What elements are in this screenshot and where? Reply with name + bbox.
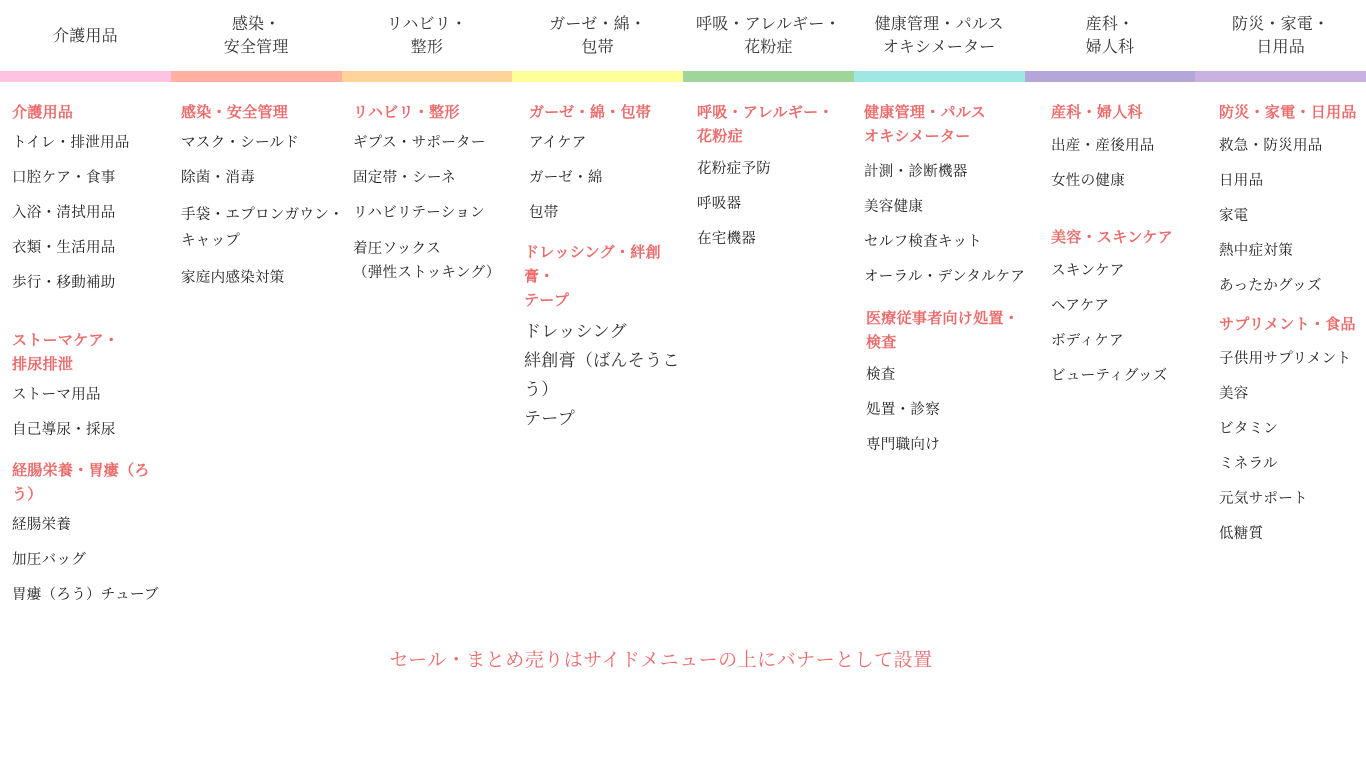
menu-item[interactable]: 除菌・消毒: [181, 170, 255, 186]
menu-group: [181, 100, 346, 289]
tab-disaster[interactable]: [1195, 0, 1366, 84]
menu-group-heading[interactable]: ガーゼ・綿・包帯: [529, 103, 652, 121]
tab-color-bar: [683, 71, 854, 82]
menu-group: [353, 100, 518, 285]
menu-group: [697, 100, 857, 250]
menu-item[interactable]: 呼吸器: [697, 196, 742, 212]
menu-item[interactable]: 経腸栄養: [12, 517, 72, 533]
menu-item[interactable]: 絆創膏（ばんそうこう）: [524, 351, 680, 400]
menu-item[interactable]: 固定帯・シーネ: [353, 170, 456, 186]
menu-item[interactable]: マスク・シールド: [181, 135, 300, 151]
menu-item[interactable]: 女性の健康: [1051, 173, 1125, 189]
menu-item[interactable]: ガーゼ・綿: [529, 170, 603, 186]
tab-care[interactable]: [0, 0, 171, 84]
menu-item[interactable]: リハビリテーション: [353, 205, 485, 221]
menu-item[interactable]: 検査: [866, 367, 896, 383]
menu-item[interactable]: 在宅機器: [697, 231, 757, 247]
menu-item[interactable]: 着圧ソックス （弾性ストッキング）: [353, 241, 501, 281]
menu-item[interactable]: 子供用サプリメント: [1219, 351, 1352, 367]
menu-item[interactable]: 包帯: [529, 205, 559, 221]
menu-item[interactable]: ボディケア: [1051, 333, 1124, 349]
menu-group: [1219, 312, 1365, 545]
tab-label: 介護用品: [52, 25, 118, 45]
menu-column-care: [12, 100, 170, 619]
menu-group-heading[interactable]: 産科・婦人科: [1051, 103, 1143, 121]
tab-health[interactable]: [854, 0, 1025, 84]
menu-group-heading[interactable]: 経腸栄養・胃瘻（ろう）: [12, 461, 150, 503]
menu-item[interactable]: ミネラル: [1219, 456, 1278, 472]
menu-item[interactable]: 元気サポート: [1219, 491, 1308, 507]
menu-item[interactable]: あったかグッズ: [1219, 278, 1322, 294]
menu-item[interactable]: ストーマ用品: [12, 387, 101, 403]
menu-group: [12, 328, 170, 441]
tab-color-bar: [1025, 71, 1196, 82]
menu-item[interactable]: 手袋・エプロンガウン・ キャップ: [181, 207, 344, 249]
menu-group: [1051, 225, 1201, 387]
menu-item[interactable]: 救急・防災用品: [1219, 138, 1323, 154]
tab-label: 健康管理・パルス オキシメーター: [874, 14, 1004, 56]
tab-color-bar: [1195, 71, 1366, 82]
menu-group-heading[interactable]: 感染・安全管理: [181, 103, 289, 121]
menu-item[interactable]: 胃瘻（ろう）チューブ: [12, 587, 159, 603]
menu-group-heading[interactable]: ドレッシング・絆創膏・ テープ: [524, 243, 661, 309]
menu-group-heading[interactable]: 医療従事者向け処置・ 検査: [866, 309, 1020, 351]
tab-respiratory[interactable]: [683, 0, 854, 84]
menu-column-health: [864, 100, 1044, 469]
menu-item[interactable]: アイケア: [529, 135, 587, 151]
menu-column-respiratory: [697, 100, 857, 263]
menu-item[interactable]: 花粉症予防: [697, 161, 771, 177]
tab-color-bar: [171, 71, 342, 82]
menu-item[interactable]: 家庭内感染対策: [181, 270, 285, 286]
menu-item[interactable]: 衣類・生活用品: [12, 240, 116, 256]
menu-group-heading[interactable]: 防災・家電・日用品: [1219, 103, 1357, 121]
menu-item[interactable]: 入浴・清拭用品: [12, 205, 116, 221]
menu-group-heading[interactable]: サプリメント・食品: [1219, 315, 1356, 333]
menu-item[interactable]: スキンケア: [1051, 263, 1125, 279]
tab-label: 産科・ 婦人科: [1085, 14, 1135, 56]
menu-item[interactable]: オーラル・デンタルケア: [864, 269, 1026, 285]
menu-group-heading[interactable]: 美容・スキンケア: [1051, 228, 1173, 246]
tab-rehab[interactable]: [342, 0, 513, 84]
menu-item[interactable]: 美容健康: [864, 199, 924, 215]
menu-group-heading[interactable]: 介護用品: [12, 103, 74, 121]
tab-label: 防災・家電・ 日用品: [1232, 14, 1330, 56]
menu-column-rehab: [353, 100, 518, 298]
menu-group-heading[interactable]: ストーマケア・ 排尿排泄: [12, 331, 120, 373]
menu-item[interactable]: テープ: [524, 409, 576, 429]
tab-color-bar: [342, 71, 513, 82]
menu-item[interactable]: ドレッシング: [524, 322, 627, 342]
menu-group: [524, 240, 689, 434]
menu-group-heading[interactable]: リハビリ・整形: [353, 103, 460, 121]
menu-group: [12, 458, 170, 606]
tab-color-bar: [512, 71, 683, 82]
menu-item[interactable]: 低糖質: [1219, 526, 1264, 542]
menu-item[interactable]: 熱中症対策: [1219, 243, 1293, 259]
tab-color-bar: [0, 71, 171, 82]
menu-group-heading[interactable]: 健康管理・パルス オキシメーター: [864, 103, 986, 145]
menu-item[interactable]: 出産・産後用品: [1051, 138, 1155, 154]
menu-column-obstetrics: [1051, 100, 1201, 400]
menu-group-heading[interactable]: 呼吸・アレルギー・ 花粉症: [697, 103, 834, 145]
tab-color-bar: [854, 71, 1025, 82]
menu-item[interactable]: セルフ検査キット: [864, 234, 983, 250]
tab-label: 感染・ 安全管理: [223, 14, 289, 56]
tab-gauze[interactable]: [512, 0, 683, 84]
menu-item[interactable]: 専門職向け: [866, 437, 940, 453]
menu-group: [864, 306, 1044, 456]
menu-item[interactable]: ヘアケア: [1051, 298, 1110, 314]
menu-item[interactable]: 処置・診察: [866, 402, 940, 418]
menu-item[interactable]: 家電: [1219, 208, 1249, 224]
menu-item[interactable]: 美容: [1219, 386, 1249, 402]
menu-column-gauze: [524, 100, 689, 434]
menu-item[interactable]: 歩行・移動補助: [12, 275, 116, 291]
menu-item[interactable]: トイレ・排泄用品: [12, 135, 130, 151]
menu-item[interactable]: ギプス・サポーター: [353, 135, 486, 151]
category-tabs: [0, 0, 1366, 84]
menu-column-infection: [181, 100, 346, 302]
menu-group: [864, 100, 1044, 288]
menu-item[interactable]: 計測・診断機器: [864, 164, 968, 180]
menu-item[interactable]: ビタミン: [1219, 421, 1279, 437]
menu-item[interactable]: ビューティグッズ: [1051, 368, 1168, 384]
menu-item[interactable]: 加圧バッグ: [12, 552, 86, 568]
menu-group: [1219, 100, 1365, 297]
menu-group: [524, 100, 689, 224]
menu-group: [1051, 100, 1201, 192]
menu-item[interactable]: 日用品: [1219, 173, 1264, 189]
tab-label: ガーゼ・綿・ 包帯: [549, 14, 647, 56]
tab-label: リハビリ・ 整形: [386, 14, 468, 56]
tab-label: 呼吸・アレルギー・ 花粉症: [695, 14, 841, 56]
banner-placement-note: セール・まとめ売りはサイドメニューの上にバナーとして設置: [389, 649, 933, 671]
menu-item[interactable]: 自己導尿・採尿: [12, 422, 116, 438]
tab-obstetrics[interactable]: [1025, 0, 1196, 84]
menu-column-disaster: [1219, 100, 1365, 558]
menu-item[interactable]: 口腔ケア・食事: [12, 170, 116, 186]
menu-group: [12, 100, 170, 294]
tab-infection[interactable]: [171, 0, 342, 84]
